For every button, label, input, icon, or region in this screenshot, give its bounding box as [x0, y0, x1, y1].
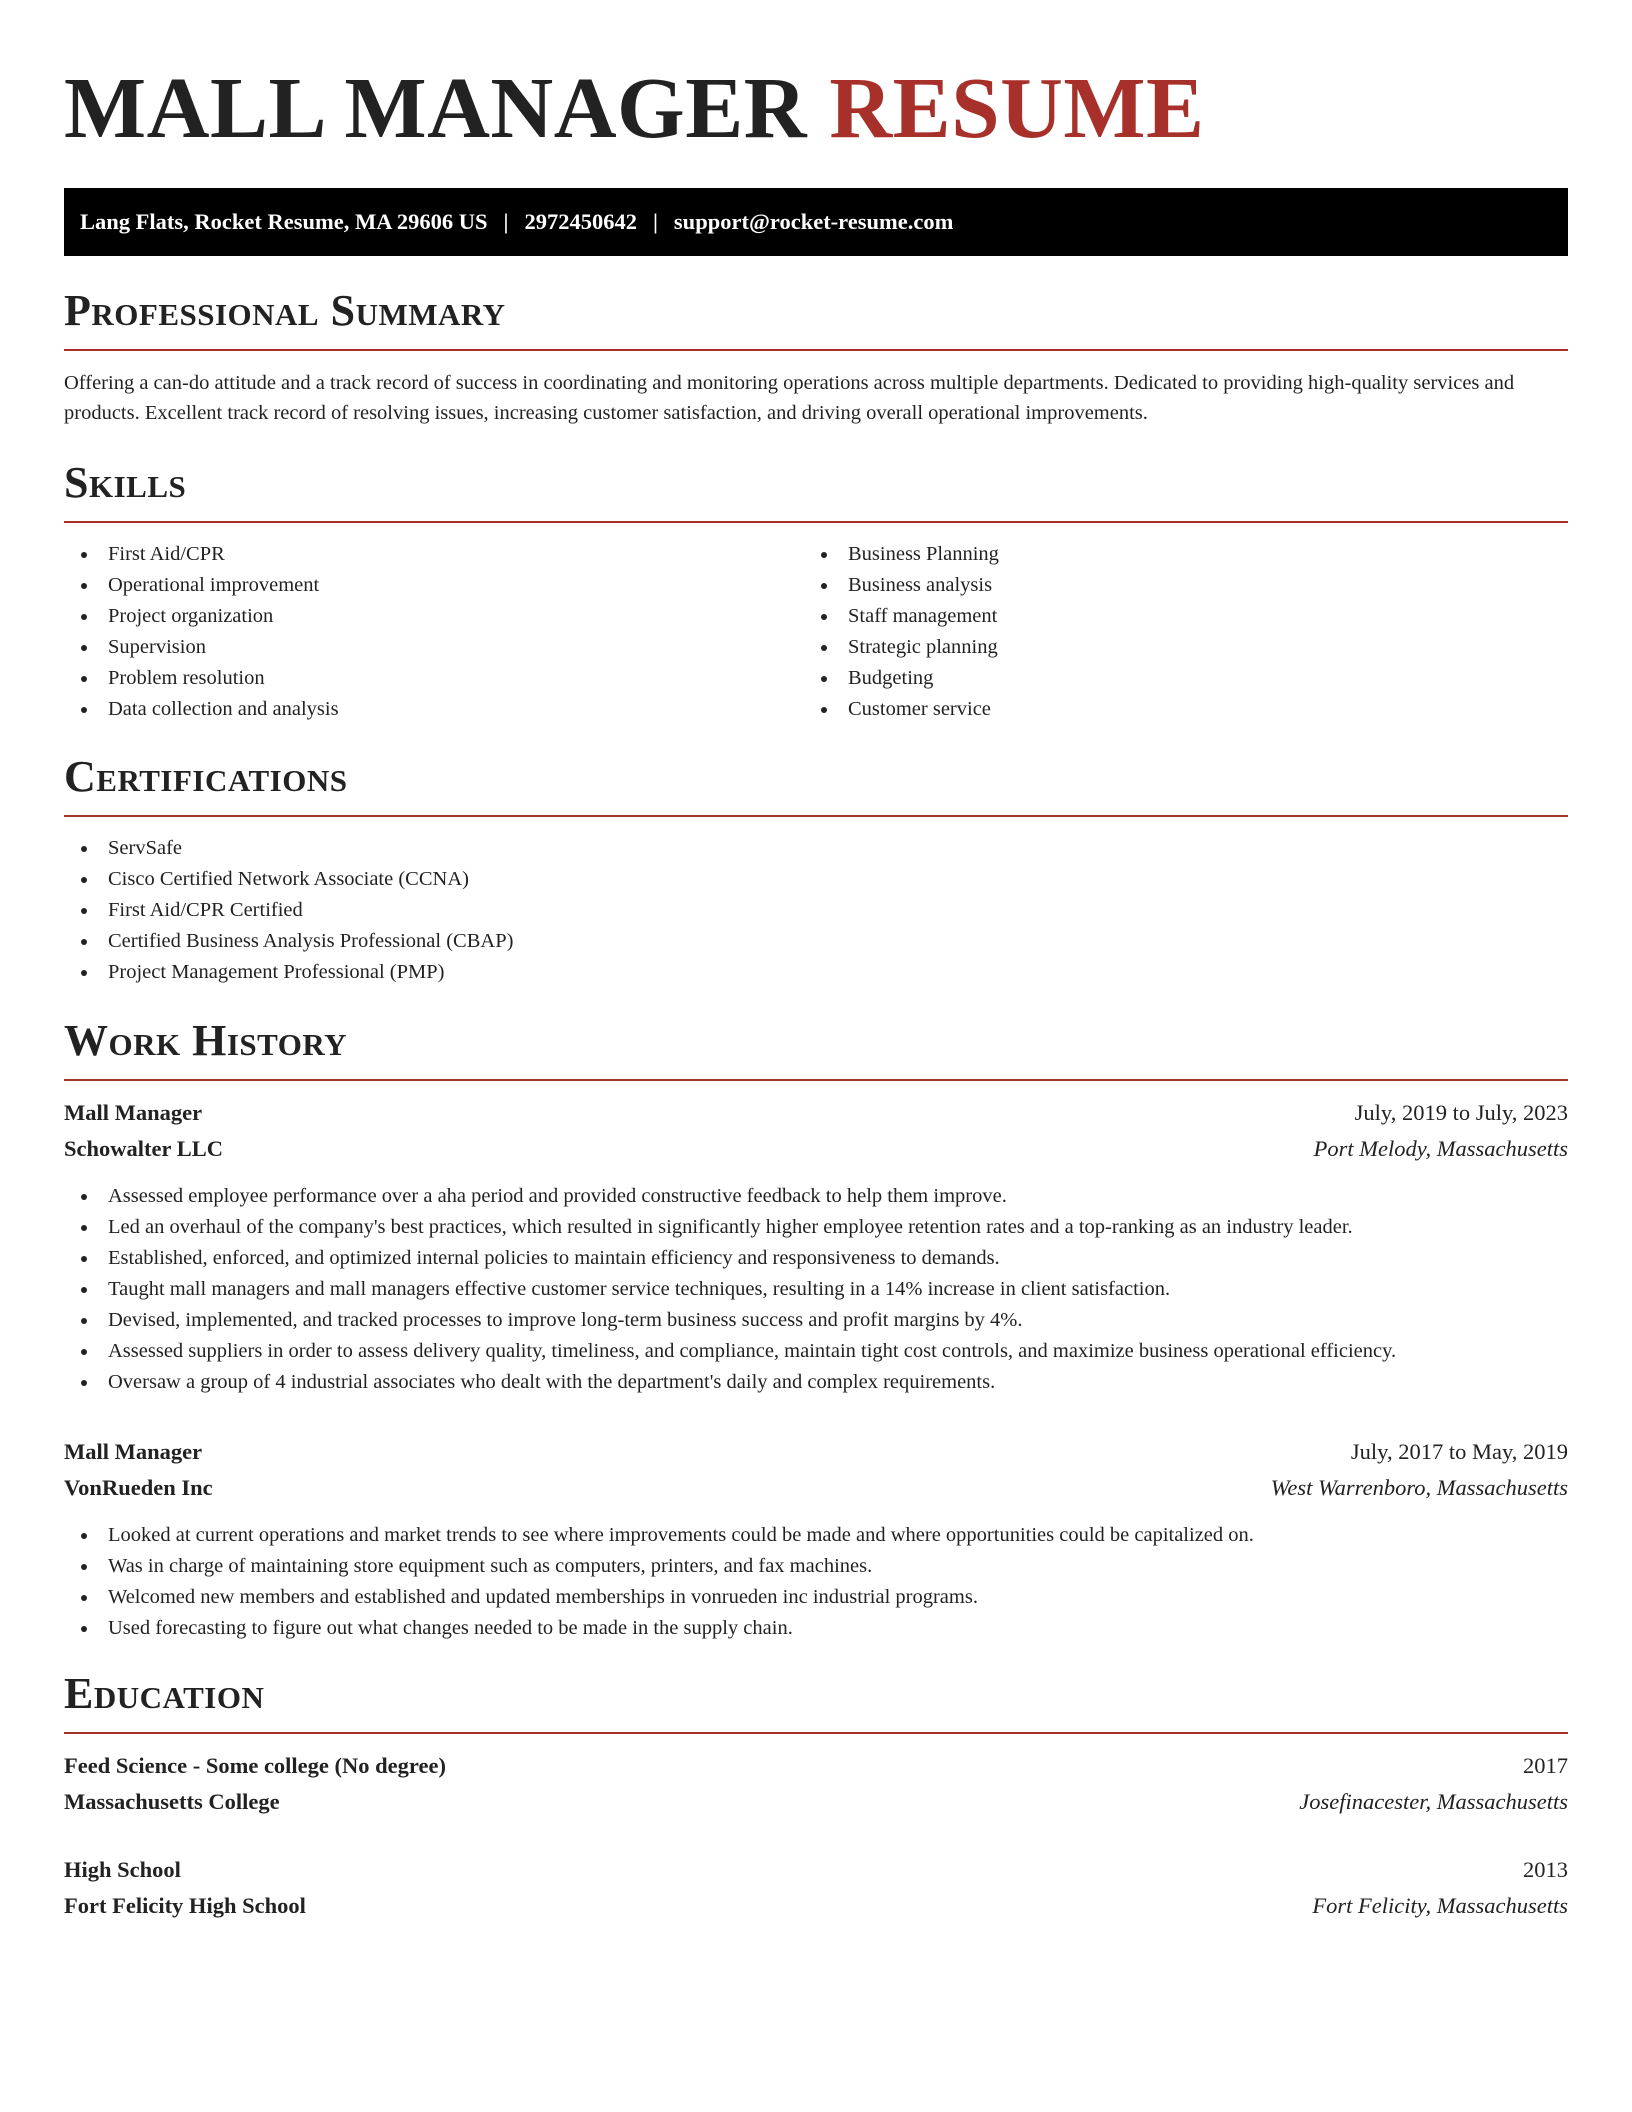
job-company-row	[64, 1470, 1568, 1506]
section-divider	[64, 1732, 1568, 1734]
list-item: Cisco Certified Network Associate (CCNA)	[64, 864, 1568, 895]
list-item: First Aid/CPR	[64, 539, 804, 570]
work-history-section	[64, 1016, 1568, 1644]
job-company-row	[64, 1131, 1568, 1167]
section-divider	[64, 1079, 1568, 1081]
education-year: 2017	[1523, 1753, 1568, 1778]
job-bullets	[64, 1181, 1568, 1398]
education-entry	[64, 1748, 1568, 1820]
list-item: Certified Business Analysis Professional (CBAP)	[64, 926, 1568, 957]
list-item: Looked at current operations and market trends to see where improvements could be made and where opportunities could be capitalized on.	[64, 1520, 1568, 1551]
list-item: Operational improvement	[64, 570, 804, 601]
certifications-section	[64, 752, 1568, 988]
list-item: Was in charge of maintaining store equipment such as computers, printers, and fax machines.	[64, 1551, 1568, 1582]
skills-right-list	[804, 539, 1544, 725]
contact-separator: |	[652, 209, 658, 234]
list-item: Assessed suppliers in order to assess delivery quality, timeliness, and compliance, maintain tight cost controls, and maximize business operational efficiency.	[64, 1336, 1568, 1367]
skills-left-list	[64, 539, 804, 725]
list-item: Led an overhaul of the company's best practices, which resulted in significantly higher employee retention rates and a top-ranking as an industry leader.	[64, 1212, 1568, 1243]
job-title: Mall Manager	[64, 1100, 203, 1125]
list-item: First Aid/CPR Certified	[64, 895, 1568, 926]
job-title-row	[64, 1434, 1568, 1470]
title-accent: RESUME	[829, 59, 1205, 156]
section-divider	[64, 521, 1568, 523]
resume-title	[64, 59, 1568, 156]
list-item: Strategic planning	[804, 632, 1544, 663]
list-item: Assessed employee performance over a aha period and provided constructive feedback to help them improve.	[64, 1181, 1568, 1212]
work-history-heading: Work History	[64, 1016, 348, 1065]
contact-email: support@rocket-resume.com	[673, 209, 954, 234]
job-company: VonRueden Inc	[64, 1475, 213, 1500]
list-item: Devised, implemented, and tracked processes to improve long-term business success and profit margins by 4%.	[64, 1305, 1568, 1336]
section-divider	[64, 815, 1568, 817]
summary-section	[64, 286, 1568, 428]
education-degree-row	[64, 1852, 1568, 1888]
education-section	[64, 1669, 1568, 1924]
list-item: Customer service	[804, 694, 1544, 725]
list-item: Business Planning	[804, 539, 1544, 570]
list-item: Supervision	[64, 632, 804, 663]
contact-bar	[64, 188, 1568, 256]
list-item: Business analysis	[804, 570, 1544, 601]
list-item: Project organization	[64, 601, 804, 632]
certifications-list	[64, 833, 1568, 988]
list-item: Problem resolution	[64, 663, 804, 694]
job-title-row	[64, 1095, 1568, 1131]
list-item: Used forecasting to figure out what changes needed to be made in the supply chain.	[64, 1613, 1568, 1644]
skills-heading: Skills	[64, 458, 187, 507]
education-school-row	[64, 1888, 1568, 1924]
job-location: Port Melody, Massachusetts	[1313, 1136, 1568, 1161]
contact-separator: |	[503, 209, 509, 234]
contact-address: Lang Flats, Rocket Resume, MA 29606 US	[80, 209, 488, 234]
skills-grid	[64, 539, 1568, 725]
skills-section	[64, 458, 1568, 725]
list-item: ServSafe	[64, 833, 1568, 864]
job-entry	[64, 1434, 1568, 1644]
list-item: Taught mall managers and mall managers effective customer service techniques, resulting in a 14% increase in client satisfaction.	[64, 1274, 1568, 1305]
education-location: Josefinacester, Massachusetts	[1299, 1789, 1568, 1814]
education-school-row	[64, 1784, 1568, 1820]
job-entry	[64, 1095, 1568, 1398]
job-title: Mall Manager	[64, 1439, 203, 1464]
education-heading: Education	[64, 1669, 265, 1718]
job-company: Schowalter LLC	[64, 1136, 223, 1161]
job-dates: July, 2017 to May, 2019	[1350, 1439, 1568, 1464]
section-divider	[64, 349, 1568, 351]
list-item: Project Management Professional (PMP)	[64, 957, 1568, 988]
certifications-heading: Certifications	[64, 752, 348, 801]
education-entry	[64, 1852, 1568, 1924]
contact-phone: 2972450642	[524, 209, 637, 234]
summary-text: Offering a can-do attitude and a track record of success in coordinating and monitoring operations across multiple departments. Dedicated to providing high-quality services and products. Excellent track record of resolving issues, increasing customer satisfaction, and driving overall operational improvements.	[64, 372, 1515, 424]
job-bullets	[64, 1520, 1568, 1644]
list-item: Welcomed new members and established and updated memberships in vonrueden inc industrial programs.	[64, 1582, 1568, 1613]
education-degree: High School	[64, 1857, 181, 1882]
list-item: Oversaw a group of 4 industrial associates who dealt with the department's daily and complex requirements.	[64, 1367, 1568, 1398]
education-school: Massachusetts College	[64, 1789, 280, 1814]
summary-heading: Professional Summary	[64, 286, 506, 335]
list-item: Staff management	[804, 601, 1544, 632]
education-school: Fort Felicity High School	[64, 1893, 306, 1918]
list-item: Budgeting	[804, 663, 1544, 694]
list-item: Established, enforced, and optimized internal policies to maintain efficiency and responsiveness to demands.	[64, 1243, 1568, 1274]
list-item: Data collection and analysis	[64, 694, 804, 725]
education-year: 2013	[1523, 1857, 1568, 1882]
education-degree-row	[64, 1748, 1568, 1784]
education-location: Fort Felicity, Massachusetts	[1312, 1893, 1568, 1918]
title-main: MALL MANAGER	[64, 59, 808, 156]
education-degree: Feed Science - Some college (No degree)	[64, 1753, 446, 1778]
job-location: West Warrenboro, Massachusetts	[1270, 1475, 1568, 1500]
job-dates: July, 2019 to July, 2023	[1354, 1100, 1568, 1125]
